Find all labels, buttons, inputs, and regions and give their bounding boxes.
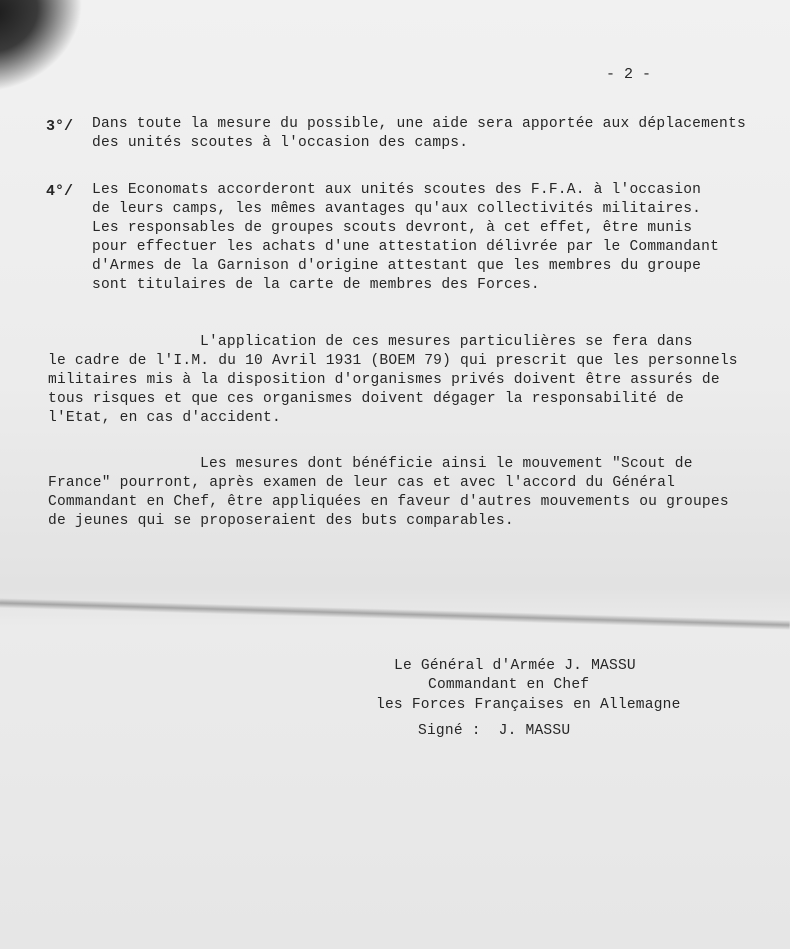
- paragraph-2-line-2: France" pourront, après examen de leur cas et avec l'accord du Général: [48, 475, 676, 491]
- paragraph-1-line-4: tous risques et que ces organismes doivent dégager la responsabilité de: [48, 391, 684, 407]
- item-3-line-1: Dans toute la mesure du possible, une aide sera apportée aux déplacements: [92, 116, 746, 132]
- paragraph-1-line-1: L'application de ces mesures particulières se fera dans: [200, 334, 693, 350]
- signature-title: Le Général d'Armée J. MASSU: [394, 658, 636, 674]
- paragraph-1-line-5: l'Etat, en cas d'accident.: [48, 410, 281, 426]
- item-4-number: 4°/: [46, 183, 74, 200]
- paragraph-2-line-3: Commandant en Chef, être appliquées en faveur d'autres mouvements ou groupes: [48, 494, 729, 510]
- paragraph-1-line-3: militaires mis à la disposition d'organismes privés doivent être assurés de: [48, 372, 720, 388]
- item-3-line-2: des unités scoutes à l'occasion des camps.: [92, 135, 469, 151]
- scan-corner-shadow: [0, 0, 105, 99]
- paragraph-2-line-1: Les mesures dont bénéficie ainsi le mouvement "Scout de: [200, 456, 693, 472]
- signature-signed: Signé : J. MASSU: [418, 723, 571, 739]
- item-4-line-4: pour effectuer les achats d'une attestation délivrée par le Commandant: [92, 239, 720, 255]
- item-4-line-2: de leurs camps, les mêmes avantages qu'aux collectivités militaires.: [92, 201, 702, 217]
- item-3-number: 3°/: [46, 118, 74, 135]
- item-4-line-6: sont titulaires de la carte de membres des Forces.: [92, 277, 540, 293]
- paragraph-2-line-4: de jeunes qui se proposeraient des buts comparables.: [48, 513, 514, 529]
- paper-fold: [0, 598, 790, 630]
- signature-role: Commandant en Chef: [428, 677, 590, 693]
- paragraph-1-line-2: le cadre de l'I.M. du 10 Avril 1931 (BOEM 79) qui prescrit que les personnels: [48, 353, 738, 369]
- item-4-line-1: Les Economats accorderont aux unités scoutes des F.F.A. à l'occasion: [92, 182, 702, 198]
- item-4-line-3: Les responsables de groupes scouts devront, à cet effet, être munis: [92, 220, 693, 236]
- page-number: - 2 -: [606, 66, 652, 83]
- item-4-line-5: d'Armes de la Garnison d'origine attestant que les membres du groupe: [92, 258, 702, 274]
- signature-organization: les Forces Françaises en Allemagne: [376, 697, 681, 713]
